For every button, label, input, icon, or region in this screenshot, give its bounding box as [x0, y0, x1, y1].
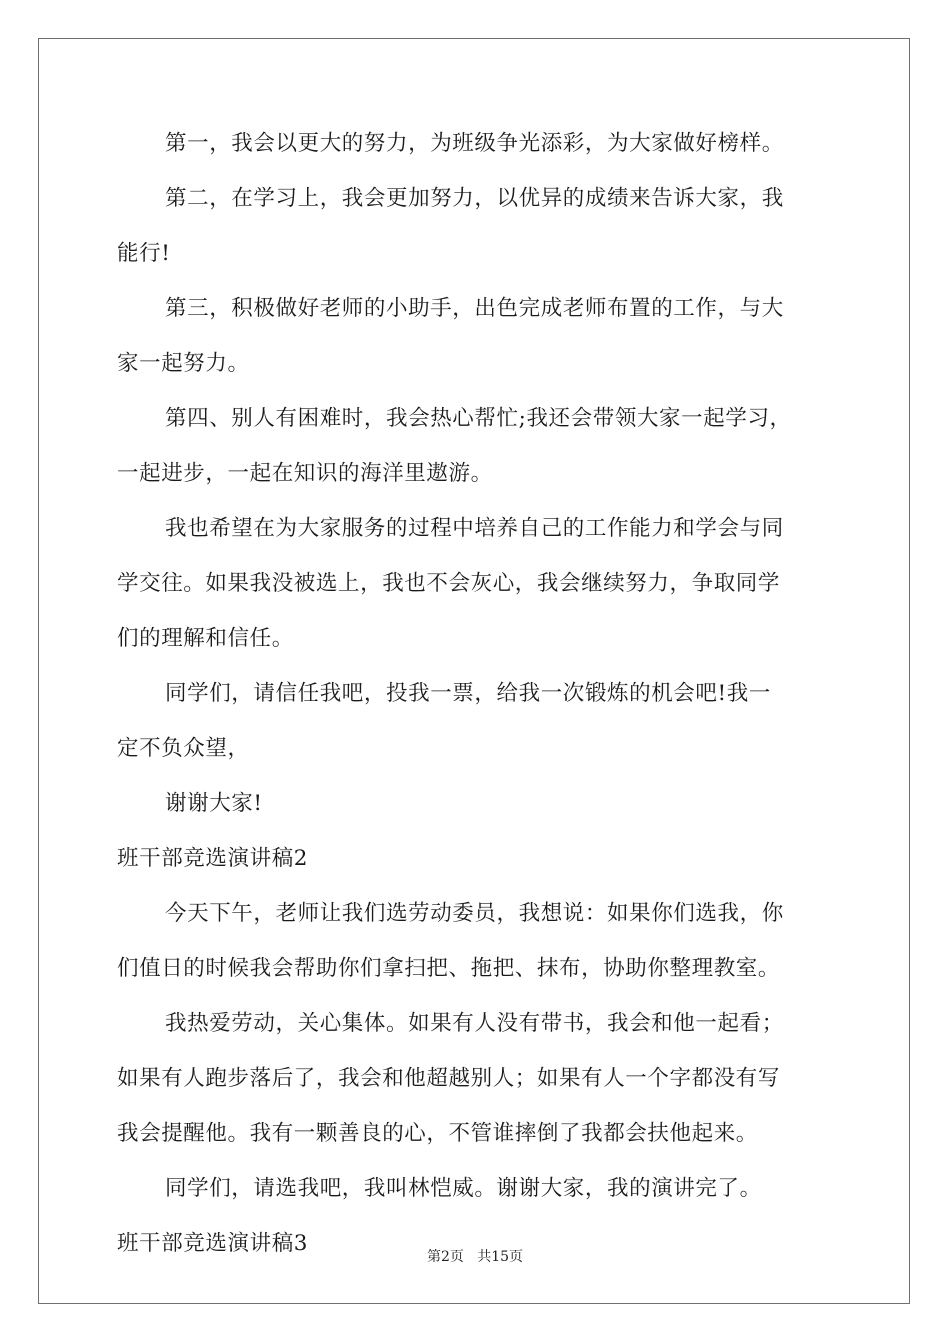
paragraph-line: 能行! — [117, 241, 171, 266]
paragraph-line: 们值日的时候我会帮助你们拿扫把、拖把、抹布，协助你整理教室。 — [117, 956, 781, 981]
paragraph-line: 们的理解和信任。 — [117, 626, 294, 651]
footer-total-prefix: 共 — [477, 1249, 492, 1265]
footer-total-pages: 15 — [491, 1249, 510, 1265]
paragraph-line: 我也希望在为大家服务的过程中培养自己的工作能力和学会与同 — [165, 516, 784, 541]
paragraph-line: 学交往。如果我没被选上，我也不会灰心，我会继续努力，争取同学 — [117, 571, 781, 596]
footer-total-suffix: 页 — [509, 1249, 524, 1265]
section-heading: 班干部竞选演讲稿2 — [117, 846, 309, 871]
page-footer — [0, 1247, 950, 1267]
paragraph-line: 今天下午，老师让我们选劳动委员，我想说：如果你们选我，你 — [165, 901, 784, 926]
paragraph-line: 第二，在学习上，我会更加努力，以优异的成绩来告诉大家，我 — [165, 186, 784, 211]
paragraph-line: 第一，我会以更大的努力，为班级争光添彩，为大家做好榜样。 — [165, 131, 784, 156]
footer-page-number: 2 — [440, 1249, 450, 1265]
footer-page-prefix: 第 — [426, 1249, 441, 1265]
paragraph-line: 第三，积极做好老师的小助手，出色完成老师布置的工作，与大 — [165, 296, 784, 321]
paragraph-line: 我热爱劳动，关心集体。如果有人没有带书，我会和他一起看； — [165, 1011, 784, 1036]
footer-page-suffix: 页 — [449, 1249, 464, 1265]
paragraph-line: 谢谢大家! — [165, 791, 263, 816]
paragraph-line: 同学们，请信任我吧，投我一票，给我一次锻炼的机会吧!我一 — [165, 681, 771, 706]
paragraph-line: 我会提醒他。我有一颗善良的心，不管谁摔倒了我都会扶他起来。 — [117, 1121, 758, 1146]
section-heading: 班干部竞选演讲稿3 — [117, 1231, 309, 1256]
paragraph-line: 一起进步，一起在知识的海洋里遨游。 — [117, 461, 493, 486]
paragraph-line: 第四、别人有困难时，我会热心帮忙;我还会带领大家一起学习， — [165, 406, 792, 431]
paragraph-line: 定不负众望， — [117, 736, 250, 761]
paragraph-line: 同学们，请选我吧，我叫林恺威。谢谢大家，我的演讲完了。 — [165, 1176, 762, 1201]
page-border — [38, 38, 910, 1304]
paragraph-line: 如果有人跑步落后了，我会和他超越别人；如果有人一个字都没有写 — [117, 1066, 781, 1091]
paragraph-line: 家一起努力。 — [117, 351, 250, 376]
